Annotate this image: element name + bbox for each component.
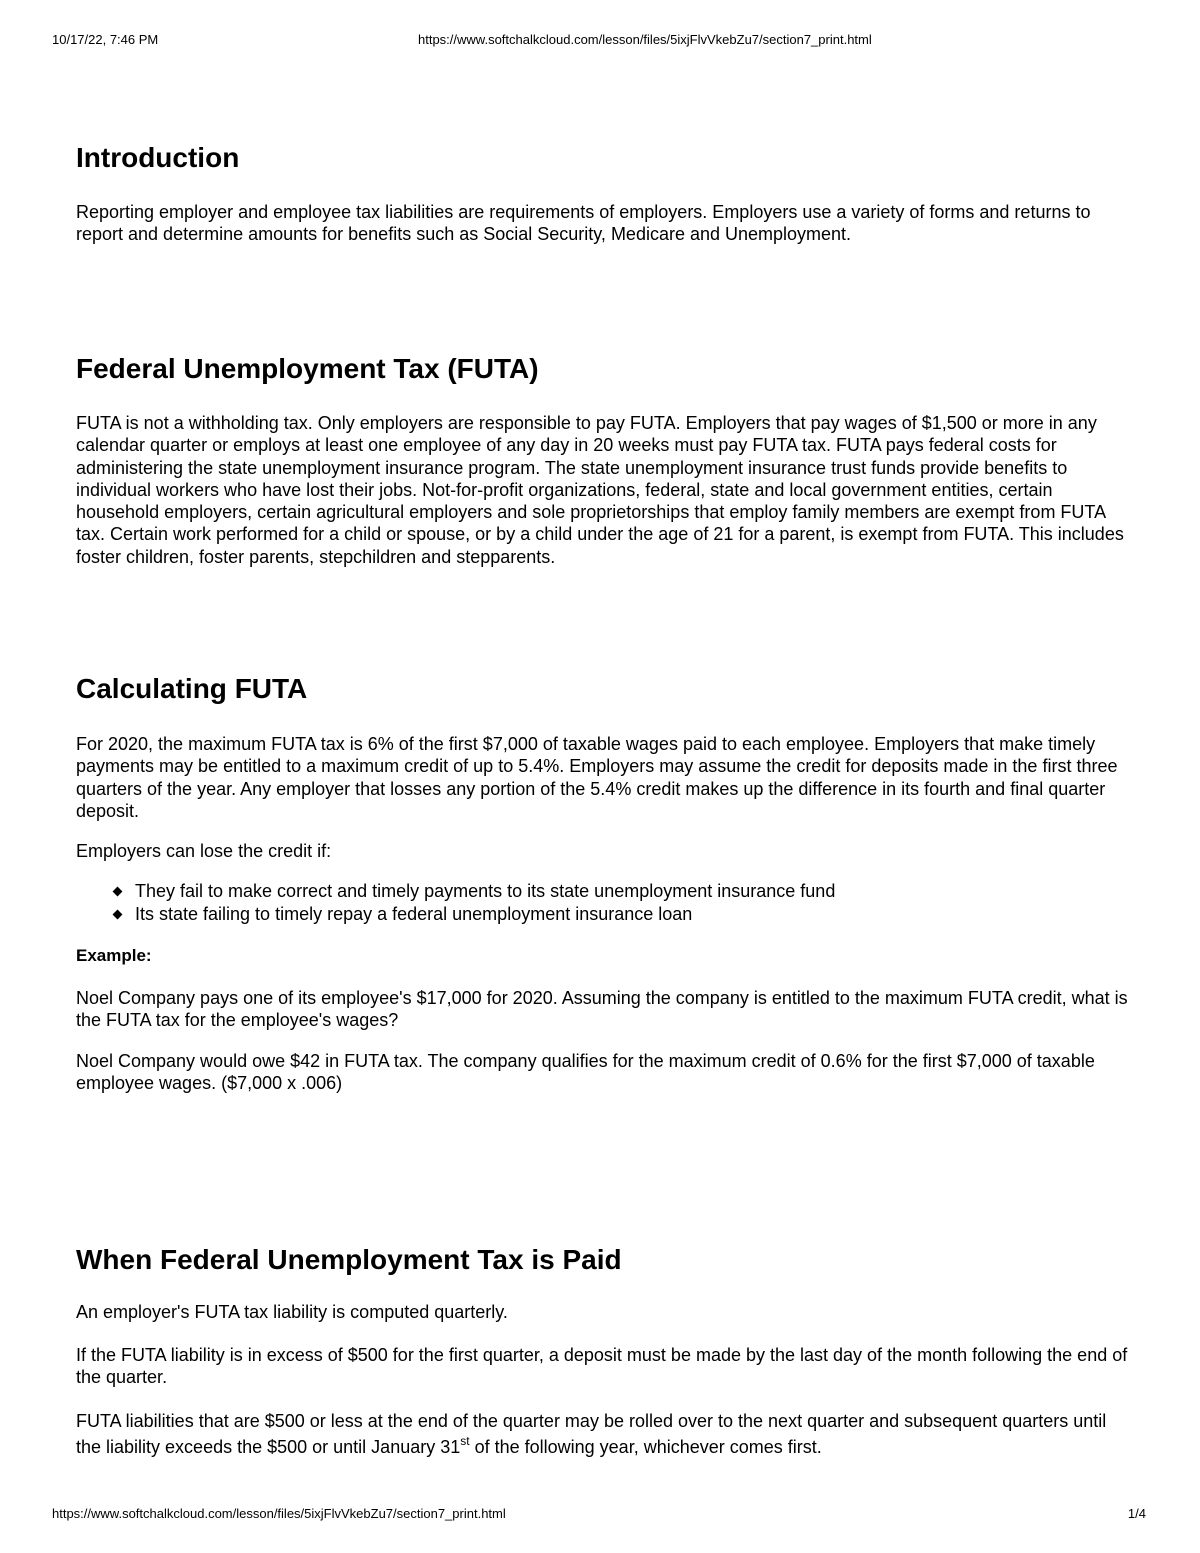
example-label: Example: (76, 946, 152, 965)
list-item (76, 903, 1136, 926)
page-number: 1/4 (1127, 1506, 1146, 1521)
when-paid-paragraph-3 (76, 1408, 1136, 1460)
print-datetime: 10/17/22, 7:46 PM (52, 32, 159, 47)
calculating-futa-heading: Calculating FUTA (76, 673, 308, 704)
futa-heading: Federal Unemployment Tax (FUTA) (76, 353, 539, 384)
print-url: https://www.softchalkcloud.com/lesson/files/5ixjFlvVkebZu7/section7_print.html (418, 32, 872, 47)
when-paid-heading: When Federal Unemployment Tax is Paid (76, 1244, 622, 1275)
lose-credit-intro: Employers can lose the credit if: (76, 841, 332, 861)
list-item-text: They fail to make correct and timely payments to its state unemployment insurance fund (135, 881, 836, 901)
when-paid-p3-text-end: of the following year, whichever comes first. (469, 1437, 822, 1457)
bullet-diamond-icon (113, 887, 123, 897)
when-paid-paragraph-2: If the FUTA liability is in excess of $500 for the first quarter, a deposit must be made by the last day of the month following the end of the quarter. (76, 1345, 1128, 1388)
list-item (76, 880, 1136, 903)
when-paid-p3-text: FUTA liabilities that are $500 or less at the end of the quarter may be rolled over to the next quarter and subsequent quarters until the liability exceeds the $500 or until January 31 (76, 1411, 1107, 1457)
bullet-diamond-icon (113, 910, 123, 920)
ordinal-superscript: st (460, 1434, 470, 1448)
when-paid-paragraph-1: An employer's FUTA tax liability is computed quarterly. (76, 1302, 508, 1322)
futa-paragraph: FUTA is not a withholding tax. Only employers are responsible to pay FUTA. Employers that pay wages of $1,500 or more in any calendar quarter or employs at least one employee of any day in 20 weeks must pay FUTA tax. FUTA pays federal costs for administering the state unemployment insurance program. The state unemployment insurance trust funds provide benefits to individual workers who have lost their jobs. Not-for-profit organizations, federal, state and local government entities, certain household employers, certain agricultural employers and sole proprietorships that employ family members are exempt from FUTA tax. Certain work performed for a child or spouse, or by a child under the age of 21 for a parent, is exempt from FUTA. This includes foster children, foster parents, stepchildren and stepparents. (76, 413, 1124, 567)
example-answer: Noel Company would owe $42 in FUTA tax. The company qualifies for the maximum credit of 0.6% for the first $7,000 of taxable employee wages. ($7,000 x .006) (76, 1051, 1095, 1094)
example-question: Noel Company pays one of its employee's $17,000 for 2020. Assuming the company is entitled to the maximum FUTA credit, what is the FUTA tax for the employee's wages? (76, 988, 1128, 1031)
lose-credit-list (76, 880, 1136, 926)
introduction-paragraph: Reporting employer and employee tax liabilities are requirements of employers. Employers use a variety of forms and returns to report and determine amounts for benefits such as Social Security, Medicare and Unemployment. (76, 202, 1091, 245)
calculating-futa-paragraph: For 2020, the maximum FUTA tax is 6% of the first $7,000 of taxable wages paid to each employee. Employers that make timely payments may be entitled to a maximum credit of up to 5.4%. Employers may assume the credit for deposits made in the first three quarters of the year. Any employer that losses any portion of the 5.4% credit makes up the difference in its fourth and final quarter deposit. (76, 734, 1118, 821)
list-item-text: Its state failing to timely repay a federal unemployment insurance loan (135, 904, 693, 924)
introduction-heading: Introduction (76, 142, 240, 173)
footer-url: https://www.softchalkcloud.com/lesson/files/5ixjFlvVkebZu7/section7_print.html (52, 1506, 506, 1521)
